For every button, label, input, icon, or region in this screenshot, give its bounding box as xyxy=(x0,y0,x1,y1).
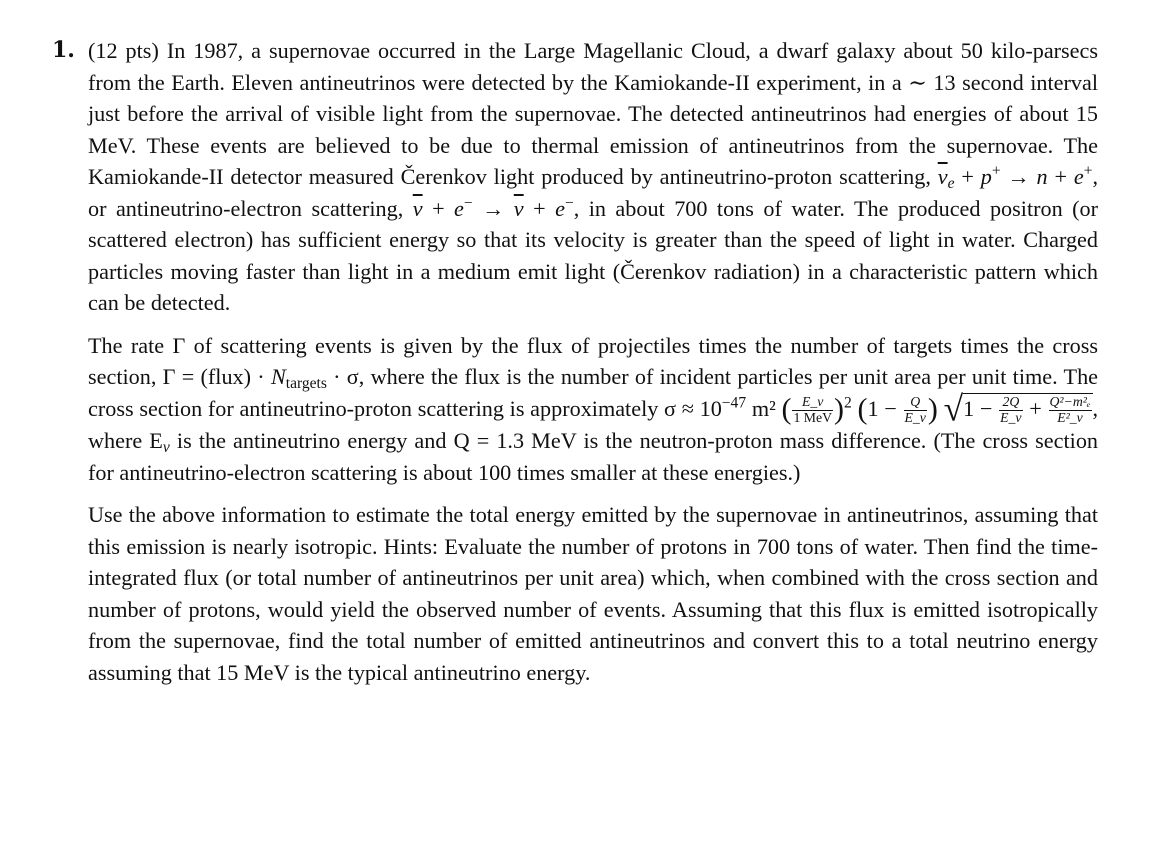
problem-points: (12 pts) xyxy=(88,38,159,63)
paragraph-intro xyxy=(88,35,1098,319)
rate-text-c: , where E xyxy=(88,395,1099,454)
intro-text-b: , or antineutrino-electron scattering, xyxy=(88,164,1098,221)
paragraph-rate: The rate Γ of scattering events is given by the flux of projectiles times the number of targets times the cross section, Γ = (flux) · $N_{targets} \cdot \sigma$, where the flux is the number of incident particles per unit area per unit time. The cross section for antineutrino-proton scattering is approximately $\sigma \approx 10^{-47}$ m² ( $\frac{E\_\nu}{\text{1 MeV}}$ )$^2$ (1 − $\frac{Q}{E\_\nu}$ ) √1 − $\frac{2Q}{E\_\nu}$ + $\frac{\text{Q²−m²ₑ}}{\text{E²\_ν}}$ , where $E_\nu$ is the antineutrino energy and Q = 1.3 MeV is the neutron-proton mass difference. (The cross section for antineutrino-electron scattering is about 100 times smaller at these energies.) xyxy=(88,332,1099,485)
paragraph-task: Use the above information to estimate the total energy emitted by the supernovae in antineutrinos, assuming that this emission is nearly isotropic. Hints: Evaluate the number of protons in 700 tons of water. Then find the time-integrated flux (or total number of antineutrinos per unit area) which, when combined with the cross section and number of protons, would yield the observed number of events. Assuming that this flux is emitted isotropically from the supernovae, find the total number of emitted antineutrinos and convert this to a total neutrino energy assuming that 15 MeV is the typical antineutrino energy. xyxy=(88,502,1098,685)
cross-section-formula: ( $\frac{E\_\nu}{\text{1 MeV}}$ )$^2$ (1 − $\frac{Q}{E\_\nu}$ ) √1 − $\frac{2Q}{E\_\nu}$ + $\frac{\text{Q²−m²ₑ}}{\text{E²\_ν}}$ xyxy=(781,387,1091,428)
rate-text-a: The rate Γ of scattering events is given by the flux of projectiles times the number of targets times the cross section, Γ = (flux) · xyxy=(88,332,1098,389)
unit-m-squared: m² xyxy=(751,395,776,421)
reaction-antineutrino-electron: $\overline{\nu} + e^- \to \overline{\nu} + e^-$ xyxy=(412,193,574,221)
n-targets: $N_{targets}$ xyxy=(270,364,327,392)
reaction-antineutrino-proton: $\overline{\nu}_e + p^+ \to n + e^+$ xyxy=(937,162,1093,192)
problem-number: 1. xyxy=(52,37,75,63)
cross-section-exponent: −47 xyxy=(721,393,747,411)
rate-text-b: · σ, where the flux is the number of incident particles per unit area per unit time. The cross section for antineutrino-proton scattering is approximately σ ≈ 10 xyxy=(88,364,1099,421)
rate-text-d: is the antineutrino energy and Q = 1.3 MeV is the neutron-proton mass difference. (The cross section for antineutrino-electron scattering is about 100 times smaller at these energies.) xyxy=(88,428,1099,485)
intro-text: In 1987, a supernovae occurred in the Large Magellanic Cloud, a dwarf galaxy about 50 kilo-parsecs from the Earth. Eleven antineutrinos were detected by the Kamiokande-II experiment, in a ∼ 13 second interval just before the arrival of visible light from the supernovae. The detected antineutrinos had energies of about 15 MeV. These events are believed to be due to thermal emission of antineutrinos from the supernovae. The Kamiokande-II detector measured Čerenkov light produced by antineutrino-proton scattering, xyxy=(88,38,1099,189)
problem-body xyxy=(88,35,1098,699)
intro-text-c: , in about 700 tons of water. The produced positron (or scattered electron) has sufficient energy so that its velocity is greater than the speed of light in water. Charged particles moving faster than light in a medium emit light (Čerenkov radiation) in a characteristic pattern which can be detected. xyxy=(88,195,1099,315)
